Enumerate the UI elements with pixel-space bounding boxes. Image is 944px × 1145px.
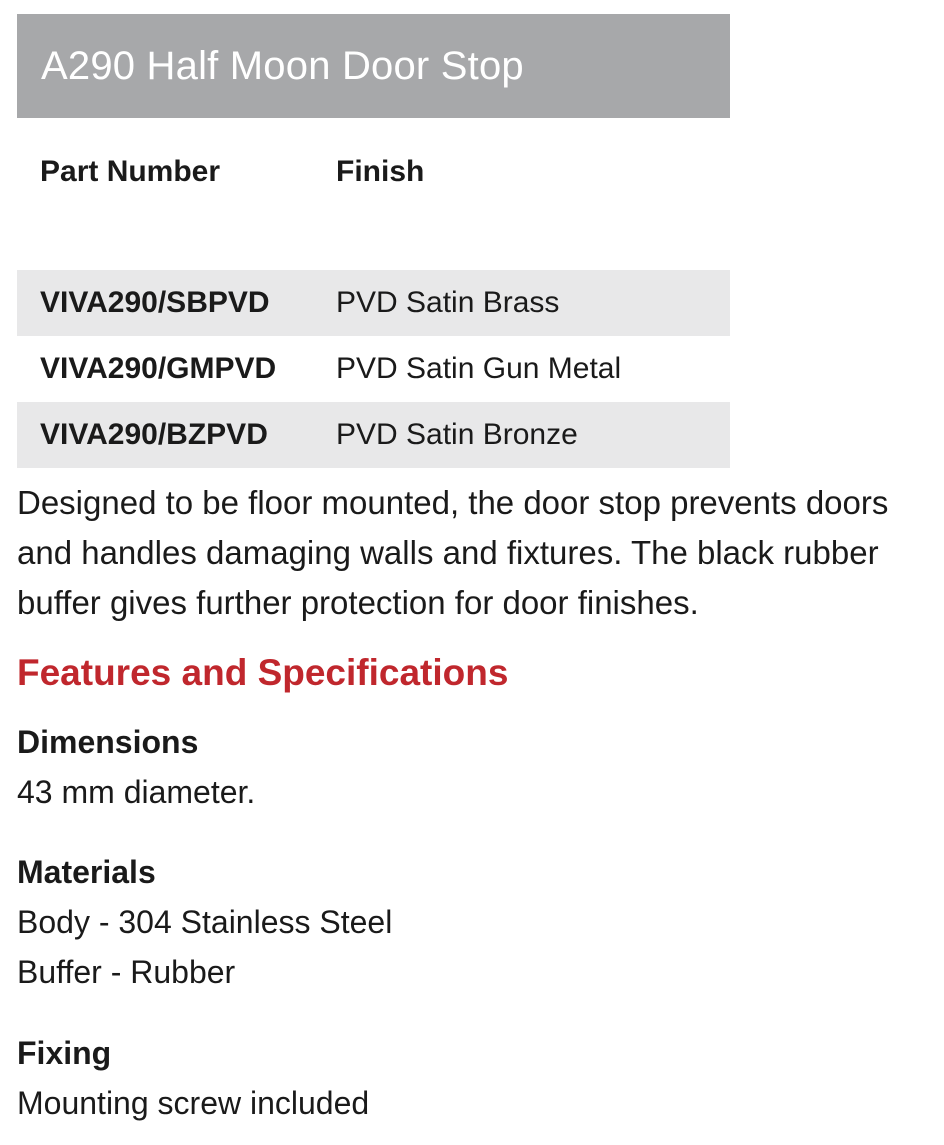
parts-table [17,140,730,468]
column-header-part-number: Part Number [40,155,221,188]
spec-label-materials: Materials [17,854,156,890]
spec-value: 43 mm diameter. [17,774,256,810]
features-heading: Features and Specifications [17,652,509,693]
part-number-cell: VIVA290/SBPVD [17,270,336,336]
finish-cell: PVD Satin Gun Metal [336,352,622,385]
table-row [17,402,730,468]
spec-value: Buffer - Rubber [17,954,236,990]
table-header-row [17,140,730,204]
table-spacer [17,204,730,270]
spec-label-fixing: Fixing [17,1035,112,1071]
product-description [17,478,942,628]
description-line: Designed to be floor mounted, the door stop prevents doors [17,484,889,521]
spec-materials [17,847,392,997]
column-header-finish: Finish [336,155,425,188]
page-title: A290 Half Moon Door Stop [41,43,524,88]
part-number-cell: VIVA290/GMPVD [40,352,277,385]
spec-dimensions [17,717,255,817]
spec-fixing [17,1028,369,1128]
description-line: buffer gives further protection for door finishes. [17,584,699,621]
table-row [17,336,730,402]
title-bar [17,14,730,118]
description-line: and handles damaging walls and fixtures. The black rubber [17,534,879,571]
spec-value: Mounting screw included [17,1085,370,1121]
spec-value: Body - 304 Stainless Steel [17,904,393,940]
finish-cell: PVD Satin Brass [336,270,730,336]
spec-label-dimensions: Dimensions [17,724,199,760]
part-number-cell: VIVA290/BZPVD [17,402,336,468]
table-row [17,270,730,336]
finish-cell: PVD Satin Bronze [336,402,730,468]
